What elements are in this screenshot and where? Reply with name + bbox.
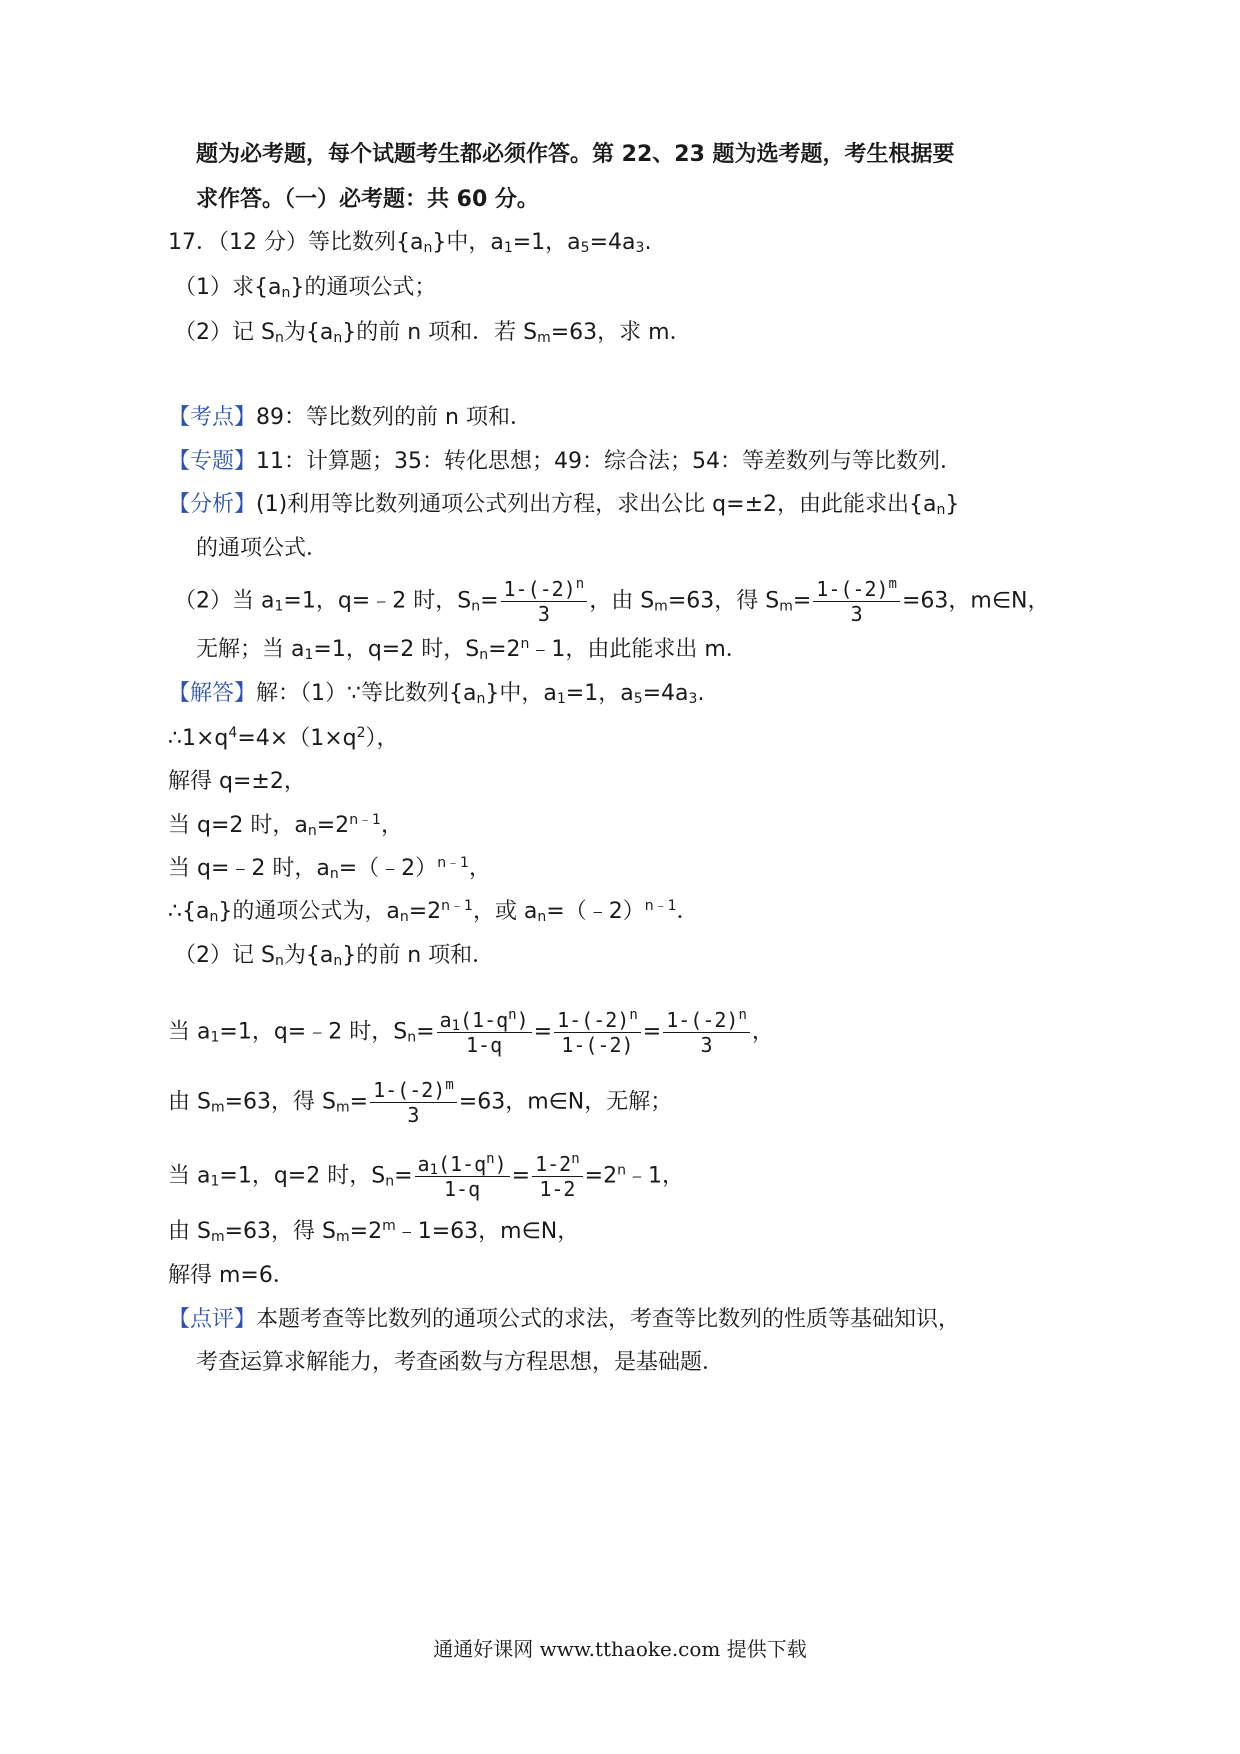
fraction-general-sum-2: $\frac{a_1(1-q^n)}{1-q}$: [415, 1152, 510, 1201]
jieda-line-10: 当 $a_1=1$，q=2 时，$S_n=$ $\frac{a_1(1-q^n)}{1-q}$ = $\frac{1-2^n}{1-2}$ $=2^n﹣1$，: [168, 1151, 684, 1201]
jieda-line-12: 解得 m=6．: [168, 1263, 295, 1288]
jieda-line-6: $\therefore\{a_n\}$的通项公式为，$a_n=2^{n﹣1}$，或 $a_n=(﹣2)^{n﹣1}$．: [168, 898, 699, 925]
kaodian-tag: 【考点】: [168, 405, 257, 430]
problem-part-2: （2）记 $S_n$为$\{a_n\}$的前 n 项和．若 $S_m=63$，求 m．: [174, 320, 692, 346]
problem-statement: 17．（12 分）等比数列$\{a_n\}$中，$a_1=1$，$a_5=4a_3$.: [168, 230, 652, 256]
header-line-2: 求作答。（一）必考题：共 60 分。: [196, 187, 539, 212]
problem-part-1: （1）求$\{a_n\}$的通项公式；: [174, 275, 437, 301]
jieda-line-4: 当 q=2 时，$a_n=2^{n﹣1}$，: [168, 812, 403, 839]
jieda-line-7: （2）记 $S_n$为$\{a_n\}$的前 n 项和．: [174, 943, 495, 969]
fenxi-tag: 【分析】: [168, 492, 257, 517]
fraction-pos: $\frac{1-2^n}{1-2}$: [532, 1152, 583, 1201]
jieda-tag: 【解答】: [168, 681, 257, 706]
fraction-neg-2: $\frac{1-(-2)^n}{1-(-2)}$: [554, 1008, 641, 1057]
fenxi-line-4: 无解；当 $a_1=1$，q=2 时，$S_n=2^n﹣1$，由此能求出 m．: [196, 636, 748, 663]
header-line-1: 题为必考题，每个试题考生都必须作答。第 22、23 题为选考题，考生根据要: [196, 142, 955, 167]
dianping-tag: 【点评】: [168, 1307, 257, 1332]
fraction-sn-neg: $\frac{1-(-2)^n}{3}$: [501, 577, 588, 626]
jieda-line-1: 【解答】解：（1）∵等比数列$\{a_n\}$中，$a_1=1$，$a_5=4a_3$.: [168, 681, 705, 707]
fraction-sm-neg: $\frac{1-(-2)^m}{3}$: [813, 577, 900, 626]
fenxi-line-1: 【分析】(1)利用等比数列通项公式列出方程，求出公比 q=±2，由此能求出$\{a_n\}$: [168, 492, 960, 518]
jieda-line-5: 当 q=﹣2 时，$a_n=(﹣2)^{n﹣1}$，: [168, 855, 491, 882]
fenxi-line-2: 的通项公式．: [196, 536, 329, 561]
zhuanti-line: 【专题】11：计算题；35：转化思想；49：综合法；54：等差数列与等比数列．: [168, 449, 962, 474]
zhuanti-tag: 【专题】: [168, 449, 257, 474]
jieda-line-11: 由 $S_m=63$，得 $S_m=2^m﹣1=63$，m∈N，: [168, 1218, 580, 1245]
footer-credit: 通通好课网 www.tthaoke.com 提供下载: [433, 1637, 807, 1661]
fraction-neg-3: $\frac{1-(-2)^n}{3}$: [663, 1008, 750, 1057]
fenxi-line-3: （2）当 $a_1=1$，q=﹣2 时，$S_n=$ $\frac{1-(-2)^n}{3}$ ，由 $S_m=63$，得 $S_m=$ $\frac{1-(-2)^m}{3}$ =63，m∈N，: [174, 576, 1050, 626]
kaodian-line: 【考点】89：等比数列的前 n 项和．: [168, 405, 532, 430]
jieda-line-2: $\therefore 1\times q^4=4\times(1\times q^2)$，: [168, 725, 399, 751]
jieda-line-9: 由 $S_m=63$，得 $S_m=$ $\frac{1-(-2)^m}{3}$ =63，m∈N，无解；: [168, 1077, 673, 1127]
dianping-line-2: 考查运算求解能力，考查函数与方程思想，是基础题．: [196, 1350, 725, 1375]
jieda-line-3: 解得 q=±2，: [168, 769, 306, 794]
jieda-line-8: 当 $a_1=1$，q=﹣2 时，$S_n=$ $\frac{a_1(1-q^n)}{1-q}$ = $\frac{1-(-2)^n}{1-(-2)}$ = $\frac{1-(-2)^n}{3}$ ，: [168, 1007, 774, 1057]
dianping-line-1: 【点评】本题考查等比数列的通项公式的求法，考查等比数列的性质等基础知识，: [168, 1307, 961, 1332]
fraction-sm-neg-2: $\frac{1-(-2)^m}{3}$: [370, 1078, 457, 1127]
fraction-general-sum: $\frac{a_1(1-q^n)}{1-q}$: [437, 1008, 532, 1057]
